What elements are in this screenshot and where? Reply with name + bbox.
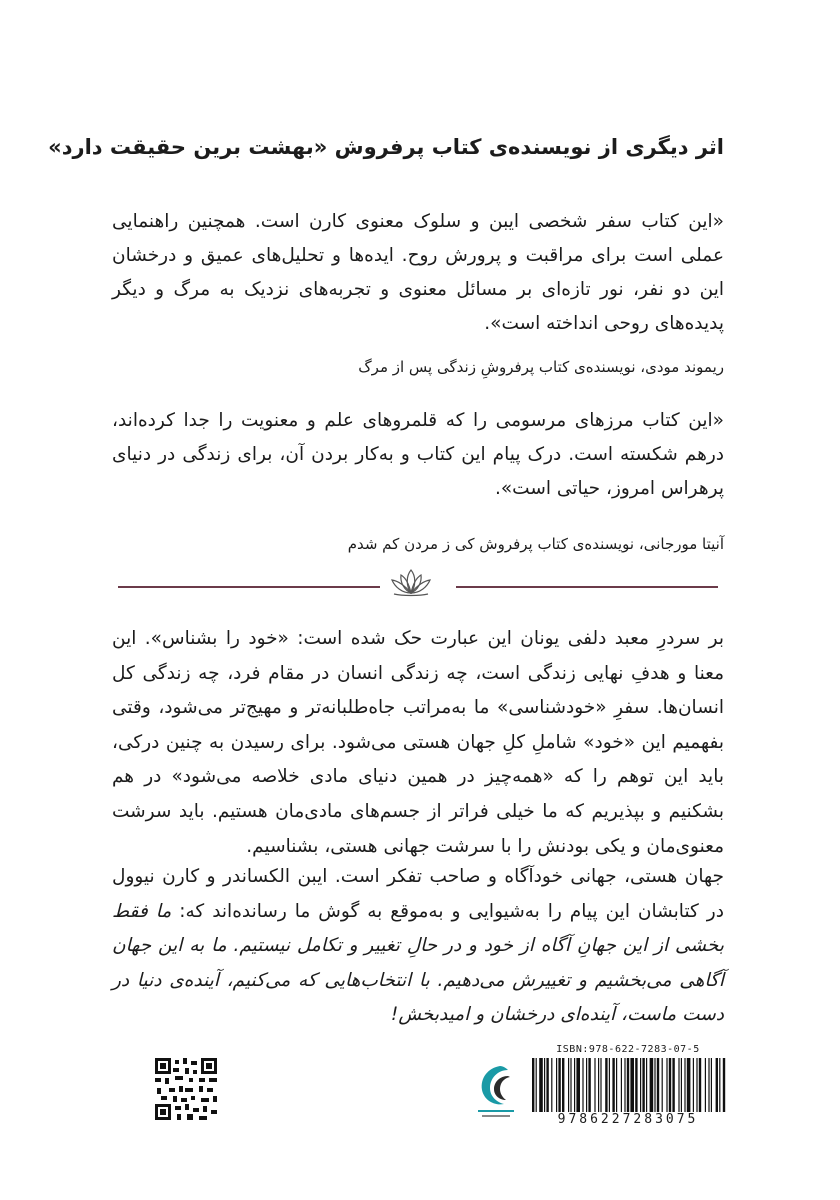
publisher-logo-icon [470, 1062, 522, 1124]
body-paragraph-2 [112, 860, 724, 1033]
barcode-bar [678, 1058, 679, 1116]
barcode-bar [568, 1058, 569, 1116]
barcode-bar [539, 1058, 543, 1116]
barcode-bar [696, 1058, 697, 1116]
barcode-bar [600, 1058, 601, 1116]
body-paragraph-2-plain: جهان هستی، جهانی خودآگاه و صاحب تفکر است. ایبن الکساندر و کارن نیوول در کتابشان این پیام را به‌شیوایی و به‌موقع به گوش ما رسانده‌اند که: [112, 866, 724, 922]
barcode-bar [598, 1058, 599, 1116]
barcode-bar [621, 1058, 622, 1116]
cover-heading: اثر دیگری از نویسنده‌ی کتاب پرفروش «بهشت برین حقیقت دارد» [48, 135, 724, 159]
barcode-bar [646, 1058, 647, 1116]
barcode-bar [672, 1058, 674, 1116]
barcode-bar [687, 1058, 691, 1116]
testimonial-quote-2: «این کتاب مرزهای مرسومی را که قلمروهای علم و معنویت را جدا کرده‌اند، درهم شکسته است. درک پیام این کتاب و به‌کار بردن آن، برای زندگی در دنیای پرهراس امروز، حیاتی است». [112, 410, 724, 499]
barcode-bar [562, 1058, 564, 1116]
barcode-bar [705, 1058, 706, 1116]
barcode-bar [616, 1058, 617, 1116]
divider-line-left [118, 586, 380, 588]
barcode-bar [574, 1058, 575, 1116]
barcode-bar [719, 1058, 720, 1116]
barcode-bar [627, 1058, 629, 1116]
barcode-bar [582, 1058, 583, 1116]
barcode-bar [594, 1058, 595, 1116]
barcode-bar [708, 1058, 709, 1116]
barcode-icon [528, 1058, 728, 1116]
barcode-bar [586, 1058, 587, 1116]
barcode-bar [693, 1058, 694, 1116]
barcode-bar [711, 1058, 712, 1116]
barcode-bar [612, 1058, 614, 1116]
isbn-label: ISBN:978-622-7283-07-5 [556, 1044, 700, 1055]
barcode-bar [642, 1058, 644, 1116]
barcode-bar [666, 1058, 667, 1116]
barcode-bar [558, 1058, 560, 1116]
barcode-bar [630, 1058, 634, 1116]
testimonial-quote-1: «این کتاب سفر شخصی ایبن و سلوک معنوی کارن است. همچنین راهنمایی عملی است برای مراقبت و پرورش روح. ایده‌ها و تحلیل‌های عمیق و درخشان این دو نفر، نور تازه‌ای بر مسائل معنوی و تجربه‌های نزدیک به مرگ و دیگر پدیده‌های روحی انداخته است». [112, 211, 724, 334]
lotus-icon [386, 566, 436, 598]
barcode-bar [536, 1058, 537, 1116]
barcode-bar [657, 1058, 659, 1116]
barcode-bar [609, 1058, 610, 1116]
barcode-bar [576, 1058, 580, 1116]
barcode-bar [588, 1058, 590, 1116]
barcode-bar [654, 1058, 655, 1116]
barcode-bar [605, 1058, 607, 1116]
testimonial-attribution-2: آنیتا مورجانی، نویسنده‌ی کتاب پرفروش کی ز مردن کم شدم [347, 535, 724, 553]
barcode-bar [570, 1058, 571, 1116]
barcode-bar [556, 1058, 557, 1116]
barcode-bar [669, 1058, 671, 1116]
isbn-number: 9786227283075 [528, 1112, 728, 1128]
barcode-bar [544, 1058, 545, 1116]
divider-line-right [456, 586, 718, 588]
barcode-bar [716, 1058, 718, 1116]
barcode-bar [640, 1058, 641, 1116]
barcode-bar [699, 1058, 701, 1116]
body-paragraph-2-italic: ما فقط بخشی از این جهانِ آگاه از خود و در حالِ تغییر و تکامل نیستیم. ما به این جهان آگاهی می‌بخشیم و تغییرش می‌دهیم. با انتخاب‌هایی که می‌کنیم، آینده‌ی دنیا در دست ماست، آینده‌ای درخشان و امیدبخش! [112, 900, 724, 1026]
body-paragraph-1: بر سردرِ معبد دلفی یونان این عبارت حک شده است: «خود را بشناس». این معنا و هدفِ نهایی زندگی است، چه زندگی انسان در مقام فرد، چه زندگی کل انسان‌ها. سفرِ «خودشناسی» ما به‌مراتب جاه‌طلبانه‌تر و مهیج‌تر می‌شود، وقتی بفهمیم این «خود» شاملِ کلِ جهان هستی می‌شود. برای رسیدن به چنین درکی، باید این توهم را که «همه‌چیز در همین دنیای مادی خلاصه می‌شود» در هم بشکنیم و بپذیریم که ما خیلی فراتر از جسم‌های مادی‌مان هستیم. باید سرشت معنوی‌مان و یکی بودنش را با سرشت جهانی هستی، بشناسیم. [112, 628, 724, 857]
barcode-bar [546, 1058, 548, 1116]
barcode-bar [684, 1058, 685, 1116]
isbn-barcode [528, 1044, 728, 1128]
barcode-bar [662, 1058, 663, 1116]
barcode-bar [624, 1058, 625, 1116]
barcode-bar [635, 1058, 637, 1116]
barcode-bar [681, 1058, 682, 1116]
barcode-bar [532, 1058, 534, 1116]
qr-code-icon [155, 1058, 217, 1120]
barcode-bar [650, 1058, 654, 1116]
barcode-bar [551, 1058, 552, 1116]
testimonial-attribution-1: ریموند مودی، نویسنده‌ی کتاب پرفروشِ زندگی پس از مرگ [358, 358, 724, 376]
barcode-bar [723, 1058, 725, 1116]
